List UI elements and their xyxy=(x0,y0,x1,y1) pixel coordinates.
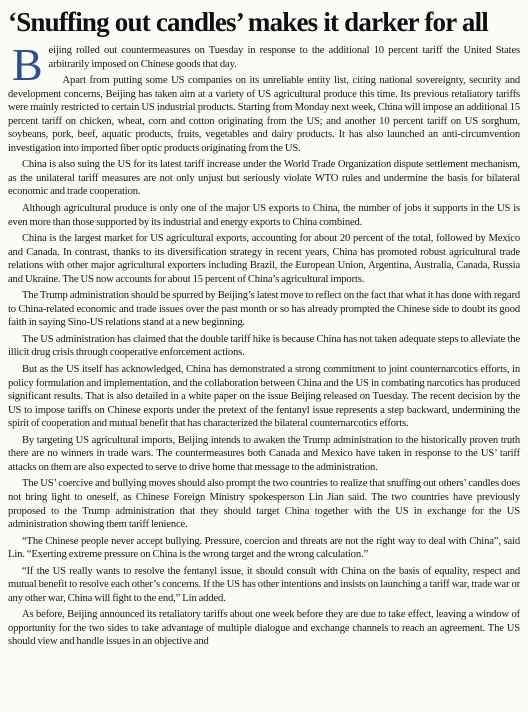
article-paragraph: The US’ coercive and bullying moves should also prompt the two countries to realize that snuffing out others’ candles does not bring light to oneself, as Chinese Foreign Ministry spokesperson Lin Jian said. The two countries have previously proposed to the Trump administration that they should target China together with the US in exchange for the US administration showing them tariff lenience. xyxy=(8,478,520,531)
lead-paragraph xyxy=(8,39,520,90)
article-body xyxy=(8,39,520,649)
article-paragraph: By targeting US agricultural imports, Beijing intends to awaken the Trump administration to the historically proven truth there are no winners in trade wars. The countermeasures both Canada and Mexico have taken in response to the US’ tariff attacks on them are also expected to serve to drive home that message to the administration. xyxy=(8,434,520,473)
article-paragraph: As before, Beijing announced its retaliatory tariffs about one week before they are due to take effect, leaving a window of opportunity for the two sides to take advantage of multiple dialogue and exchange channels to reach an agreement. The US should view and handle issues in an objective and xyxy=(8,609,520,648)
article-paragraph: “The Chinese people never accept bullying. Pressure, coercion and threats are not the right way to deal with China”, said Lin. “Exerting extreme pressure on China is the wrong target and the wrong calculation.” xyxy=(8,535,520,561)
lead-text: eijing rolled out countermeasures on Tuesday in response to the additional 10 percent tariff the United States arbitrarily imposed on Chinese goods that day. xyxy=(48,45,520,70)
headline: ‘Snuffing out candles’ makes it darker for all xyxy=(8,7,488,37)
article-paragraph: China is also suing the US for its latest tariff increase under the World Trade Organization dispute settlement mechanism, as the unilateral tariff measures are not only unjust but seriously violate WTO rules and undermine the basis for bilateral economic and trade cooperation. xyxy=(8,159,520,198)
article-paragraph: Apart from putting some US companies on its unreliable entity list, citing national sovereignty, security and development concerns, Beijing has taken aim at a variety of US agricultural produce this time. Its previous retaliatory tariffs were mainly restricted to certain US industrial products. Starting from Monday next week, China will impose an additional 15 percent tariff on chicken, wheat, corn and cotton originating from the US; and another 10 percent tariff on US sorghum, soybeans, pork, beef, aquatic products, fruits, vegetables and dairy products. It has also launched an anti-circumvention investigation into imported fiber optic products originating from the US. xyxy=(8,75,520,154)
article-paragraph: The US administration has claimed that the double tariff hike is because China has not taken adequate steps to alleviate the illicit drug crisis through cooperative enforcement actions. xyxy=(8,333,520,359)
article-paragraph: The Trump administration should be spurred by Beijing’s latest move to reflect on the fact that what it has done with regard to China-related economic and trade issues over the past month or so has already prompted the Chinese side to doubt its good faith in saying Sino-US relations stand at a new beginning. xyxy=(8,290,520,329)
article-paragraph: China is the largest market for US agricultural exports, accounting for about 20 percent of the total, followed by Mexico and Canada. In contrast, thanks to its diversification strategy in recent years, China has promoted robust agricultural trade relations with other major agricultural exporters including Brazil, the European Union, Argentina, Australia, Canada, Russia and Ukraine. The US now accounts for about 15 percent of China’s agricultural imports. xyxy=(8,233,520,285)
article-paragraph: Although agricultural produce is only one of the major US exports to China, the number of jobs it supports in the US is even more than those supported by its industrial and energy exports to China combined. xyxy=(8,203,520,228)
article-paragraph: “If the US really wants to resolve the fentanyl issue, it should consult with China on the basis of equality, respect and mutual benefit to resolve each other’s concerns. If the US has other intentions and insists on launching a tariff war, trade war or any other war, China will fight to the end,” Lin added. xyxy=(8,565,520,604)
article-paragraph: But as the US itself has acknowledged, China has demonstrated a strong commitment to joint counternarcotics efforts, in policy formulation and implementation, and the collaboration between China and the US in combating narcotics has produced significant results. That is also detailed in a white paper on the issue Beijing released on Tuesday. The recent decision by the US to impose tariffs on Chinese exports under the pretext of the fentanyl issue represents a step backward, undermining the spirit of cooperation and mutual benefit that has characterized the bilateral counternarcotics efforts. xyxy=(8,364,520,430)
drop-cap: B xyxy=(12,39,43,90)
